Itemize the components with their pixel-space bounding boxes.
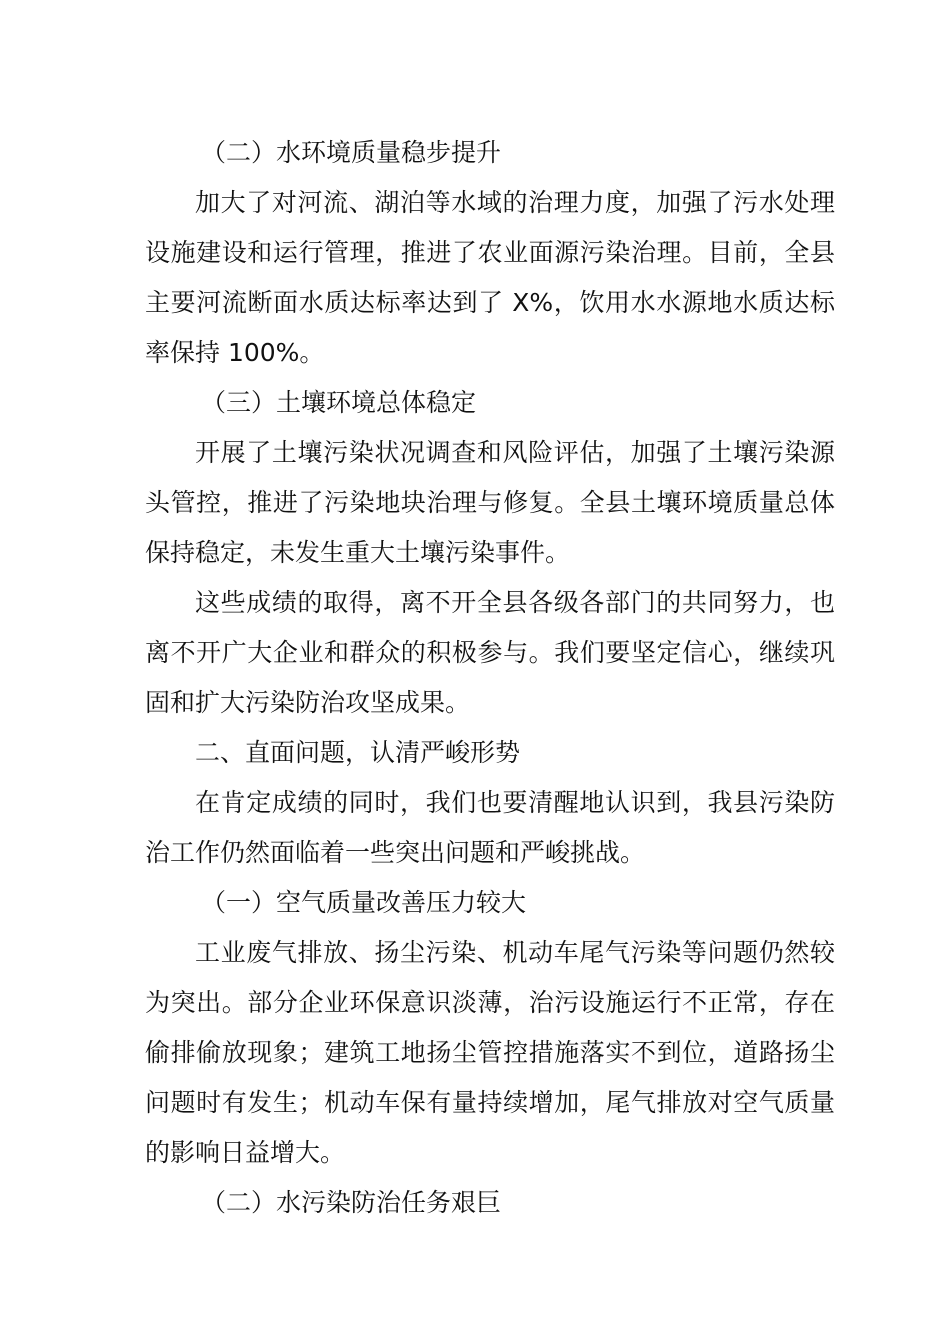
paragraph-achievements: 这些成绩的取得，离不开全县各级各部门的共同努力，也离不开广大企业和群众的积极参与。我们要坚定信心，继续巩固和扩大污染防治攻坚成果。: [145, 588, 835, 717]
paragraph-soil-governance: 开展了土壤污染状况调查和风险评估，加强了土壤污染源头管控，推进了污染地块治理与修复。全县土壤环境质量总体保持稳定，未发生重大土壤污染事件。: [145, 438, 835, 567]
subheading-water-pollution: （二）水污染防治任务艰巨: [201, 1188, 502, 1217]
paragraph-challenges-intro: 在肯定成绩的同时，我们也要清醒地认识到，我县污染防治工作仍然面临着一些突出问题和严峻挑战。: [145, 788, 835, 867]
paragraph-water-governance: 加大了对河流、湖泊等水域的治理力度，加强了污水处理设施建设和运行管理，推进了农业面源污染治理。目前，全县主要河流断面水质达标率达到了 X%，饮用水水源地水质达标率保持 100%。: [145, 188, 835, 367]
subheading-water-quality: （二）水环境质量稳步提升: [201, 138, 502, 167]
section-heading-problems: 二、直面问题，认清严峻形势: [195, 738, 521, 767]
paragraph-air-problems: 工业废气排放、扬尘污染、机动车尾气污染等问题仍然较为突出。部分企业环保意识淡薄，治污设施运行不正常，存在偷排偷放现象；建筑工地扬尘管控措施落实不到位，道路扬尘问题时有发生；机动车保有量持续增加，尾气排放对空气质量的影响日益增大。: [145, 938, 835, 1167]
subheading-air-pressure: （一）空气质量改善压力较大: [201, 888, 527, 917]
document-body: [145, 128, 835, 1228]
subheading-soil-stable: （三）土壤环境总体稳定: [201, 388, 477, 417]
